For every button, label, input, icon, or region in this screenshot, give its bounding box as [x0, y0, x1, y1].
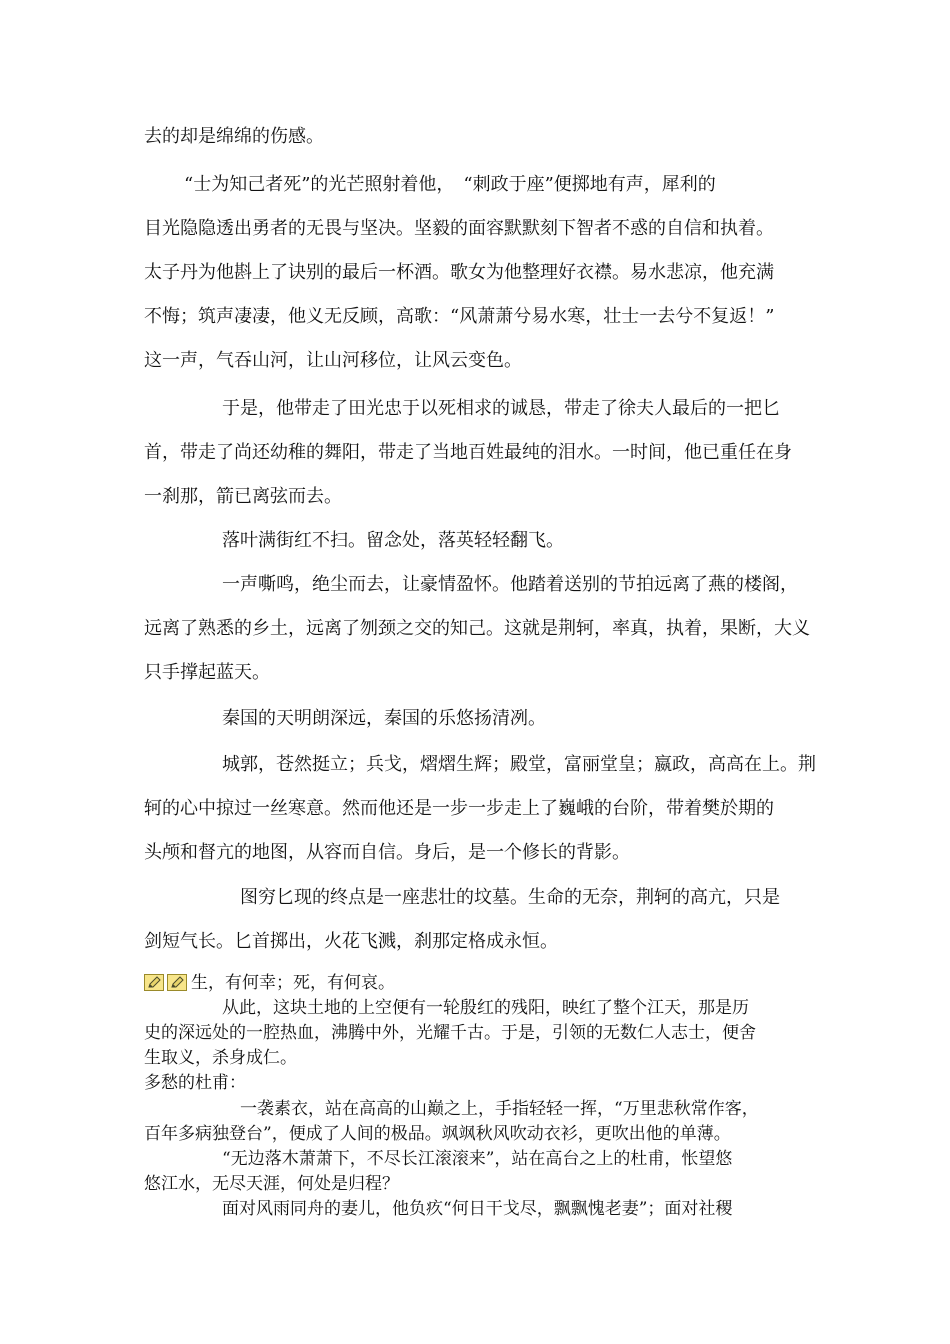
text-line: 剑短气长。匕首掷出，火花飞溅，刹那定格成永恒。: [144, 931, 558, 952]
text-line: 去的却是绵绵的伤感。: [144, 126, 324, 147]
text-line: 轲的心中掠过一丝寒意。然而他还是一步一步走上了巍峨的台阶，带着樊於期的: [144, 798, 774, 819]
pencil-edit-icon: [167, 974, 187, 991]
text-line: 百年多病独登台”，便成了人间的极品。飒飒秋风吹动衣衫，更吹出他的单薄。: [144, 1124, 731, 1144]
text-line: 秦国的天明朗深远，秦国的乐悠扬清冽。: [222, 708, 546, 729]
text-line: 一声嘶鸣，绝尘而去，让豪情盈怀。他踏着送别的节拍远离了燕的楼阁，: [222, 574, 798, 595]
pencil-edit-icon: [144, 974, 164, 991]
embedded-object-icons: [144, 974, 190, 991]
text-line: 只手撑起蓝天。: [144, 662, 270, 683]
text-line: 悠江水，无尽天涯，何处是归程？: [144, 1174, 399, 1194]
text-line: 这一声，气吞山河，让山河移位，让风云变色。: [144, 350, 522, 371]
text-line: “无边落木萧萧下，不尽长江滚滚来”，站在高台之上的杜甫，怅望悠: [222, 1149, 733, 1169]
text-line: 城郭，苍然挺立；兵戈，熠熠生辉；殿堂，富丽堂皇；嬴政，高高在上。荆: [222, 754, 816, 775]
text-line: 太子丹为他斟上了诀别的最后一杯酒。歌女为他整理好衣襟。易水悲凉，他充满: [144, 262, 774, 283]
text-line: “士为知己者死”的光芒照射着他， “刺政于座”便掷地有声，犀利的: [184, 174, 716, 195]
text-line: 于是，他带走了田光忠于以死相求的诚恳，带走了徐夫人最后的一把匕: [222, 398, 780, 419]
text-line: 首，带走了尚还幼稚的舞阳，带走了当地百姓最纯的泪水。一时间，他已重任在身: [144, 442, 792, 463]
text-line: 面对风雨同舟的妻儿，他负疚“何日干戈尽，飘飘愧老妻”；面对社稷: [222, 1199, 733, 1219]
text-line: 从此，这块土地的上空便有一轮殷红的残阳，映红了整个江天，那是历: [222, 998, 749, 1018]
text-line: 远离了熟悉的乡土，远离了刎颈之交的知己。这就是荆轲，率真，执着，果断，大义: [144, 618, 810, 639]
text-line: 生取义，杀身成仁。: [144, 1048, 297, 1068]
text-line: 一刹那，箭已离弦而去。: [144, 486, 342, 507]
text-line: 头颅和督亢的地图，从容而自信。身后，是一个修长的背影。: [144, 842, 630, 863]
text-line: 史的深远处的一腔热血，沸腾中外，光耀千古。于是，引领的无数仁人志士，便舍: [144, 1023, 756, 1043]
text-line: 生，有何幸；死，有何哀。: [191, 973, 395, 993]
text-line: 多愁的杜甫：: [144, 1073, 246, 1093]
text-line: 图穷匕现的终点是一座悲壮的坟墓。生命的无奈，荆轲的高亢，只是: [240, 887, 780, 908]
text-line: 目光隐隐透出勇者的无畏与坚决。坚毅的面容默默刻下智者不惑的自信和执着。: [144, 218, 774, 239]
text-line: 不悔；筑声凄凄，他义无反顾，高歌：“风萧萧兮易水寒，壮士一去兮不复返！”: [144, 306, 775, 327]
text-line: 落叶满街红不扫。留念处，落英轻轻翻飞。: [222, 530, 564, 551]
text-line: 一袭素衣，站在高高的山巅之上，手指轻轻一挥，“万里悲秋常作客，: [240, 1099, 759, 1119]
